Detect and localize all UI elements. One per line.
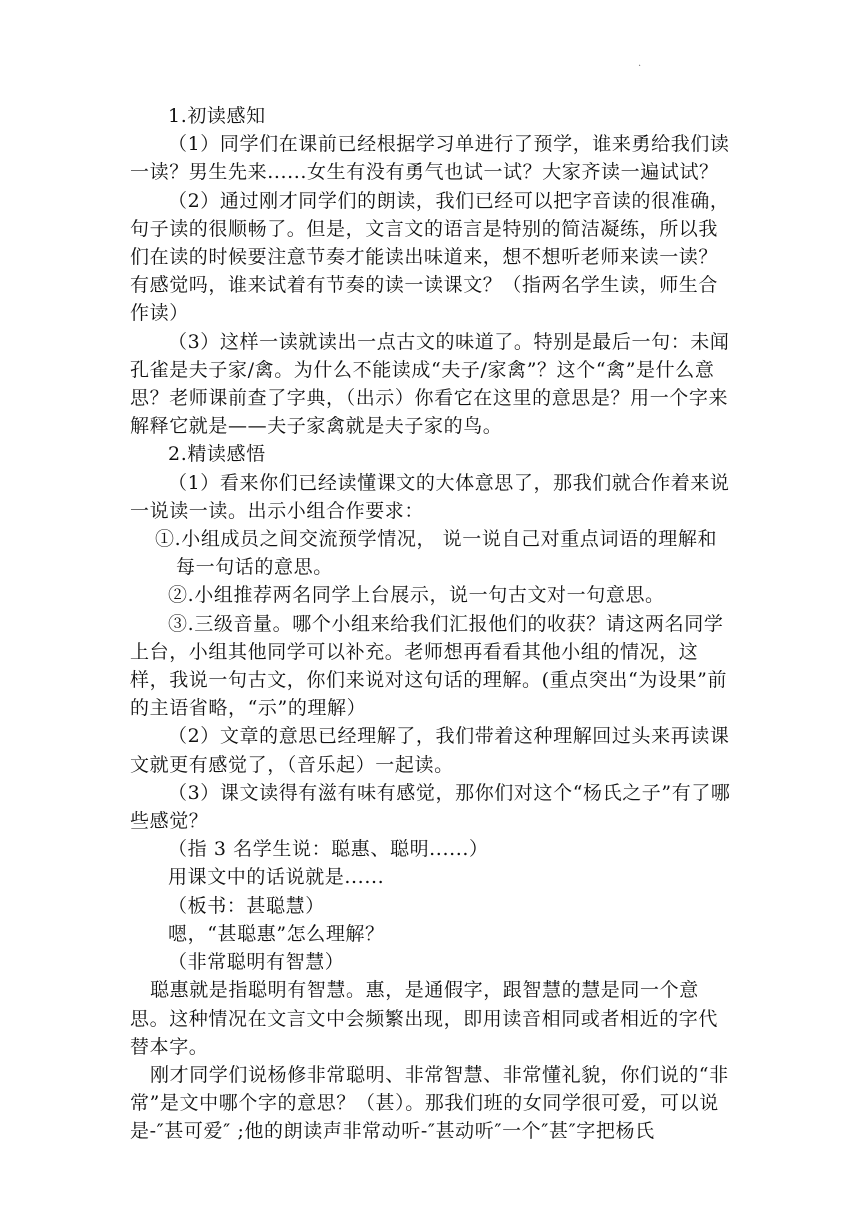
- list-item-1: ①.小组成员之间交流预学情况， 说一说自己对重点词语的理解和每一句话的意思。: [155, 528, 718, 579]
- paragraph-2-5: 用课文中的话说就是......: [168, 866, 385, 889]
- paragraph-1-2: （2）通过刚才同学们的朗读，我们已经可以把字音读的很准确，句子读的很顺畅了。但是，文言文的语言是特别的简洁凝练，所以我们在读的时候要注意节奏才能读出味道来，想不想听老师来读一读？有感觉吗，谁来试着有节奏的读一读课文？（指两名学生读，师生合作读）: [130, 189, 730, 325]
- paragraph-2-3: （3）课文读得有滋有味有感觉，那你们对这个“杨氏之子”有了哪些感觉？: [130, 781, 731, 833]
- paragraph-2-4: （指 3 名学生说：聪惠、聪明......）: [168, 838, 489, 861]
- list-item-3: ③.三级音量。哪个小组来给我们汇报他们的收获？请这两名同学上台，小组其他同学可以补充。老师想再看看其他小组的情况，这样，我说一句古文，你们来说对这句话的理解。(重点突出“为设果”前的主语省略，“示”的理解）: [130, 612, 728, 720]
- section-title-2: 2.精读感悟: [168, 443, 266, 466]
- section-title-1: 1.初读感知: [168, 105, 266, 127]
- document-body: [130, 102, 734, 1146]
- paragraph-2-9: 聪惠就是指聪明有智慧。惠，是通假字，跟智慧的慧是同一个意思。这种情况在文言文中会频繁出现，即用读音相同或者相近的字代替本字。: [130, 979, 719, 1058]
- paragraph-2-7: 嗯，“甚聪惠”怎么理解？: [168, 922, 385, 945]
- paragraph-2-8: （非常聪明有智慧）: [168, 951, 345, 974]
- header-dot: .: [638, 58, 642, 69]
- paragraph-2-2: （2）文章的意思已经理解了，我们带着这种理解回过头来再读课文就更有感觉了，（音乐起）一起读。: [130, 725, 730, 776]
- paragraph-1-3: （3）这样一读就读出一点古文的味道了。特别是最后一句：未闻孔雀是夫子家/禽。为什么不能读成“夫子/家禽”？这个“禽”是什么意思？老师课前查了字典，（出示）你看它在这里的意思是？用一个字来解释它就是——夫子家禽就是夫子家的鸟。: [130, 330, 730, 438]
- paragraph-2-6: （板书：甚聪慧）: [168, 894, 325, 917]
- paragraph-2-10: 刚才同学们说杨修非常聪明、非常智慧、非常懂礼貌，你们说的“非常”是文中哪个字的意思？（甚）。那我们班的女同学很可爱，可以说是-″甚可爱″ ;他的朗读声非常动听-″甚动听″一个″甚″字把杨氏: [130, 1063, 729, 1143]
- paragraph-2-1: （1）看来你们已经读懂课文的大体意思了，那我们就合作着来说一说读一读。出示小组合作要求：: [130, 471, 730, 522]
- paragraph-1-1: （1）同学们在课前已经根据学习单进行了预学，谁来勇给我们读一读？男生先来......女生有没有勇气也试一试？大家齐读一遍试试？: [130, 133, 730, 184]
- list-item-2: ②.小组推荐两名同学上台展示，说一句古文对一句意思。: [168, 584, 665, 607]
